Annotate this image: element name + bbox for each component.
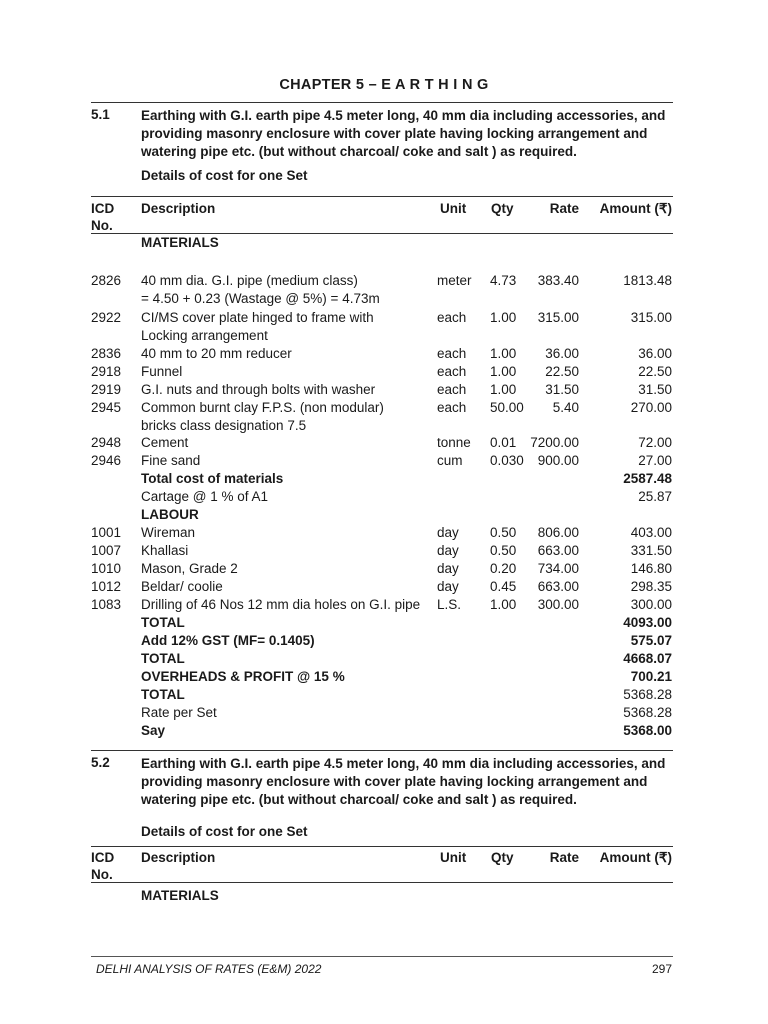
description-cell: Total cost of materials [141,471,284,486]
header-description: Description [141,850,216,865]
description-cell: TOTAL [141,687,185,702]
unit-cell: day [437,525,459,540]
section-line: providing masonry enclosure with cover plate having locking arrangement and [141,126,648,141]
amount-cell: 270.00 [630,400,672,415]
amount-cell: 575.07 [630,633,672,648]
table-row [0,650,768,668]
description-cell: Cement [141,435,189,450]
section-line: Earthing with G.I. earth pipe 4.5 meter long, 40 mm dia including accessories, and [141,756,666,771]
details-heading: Details of cost for one Set [141,824,308,839]
description-cell: Fine sand [141,453,201,468]
description-cell: TOTAL [141,651,185,666]
description-cell: Common burnt clay F.P.S. (non modular) [141,400,384,415]
unit-cell: each [437,400,467,415]
header-rate: Rate [549,850,579,865]
qty-cell: 0.20 [490,561,517,576]
unit-cell: each [437,310,467,325]
icd-cell: 1007 [91,543,122,558]
section-description [141,107,676,161]
section-line: providing masonry enclosure with cover plate having locking arrangement and [141,774,648,789]
table-row [0,399,768,417]
description-cell: Mason, Grade 2 [141,561,238,576]
qty-cell: 0.50 [490,543,517,558]
rate-cell: 383.40 [537,273,579,288]
description-cell: bricks class designation 7.5 [141,418,307,433]
divider [91,102,673,103]
header-icd: ICD [91,201,115,216]
qty-cell: 1.00 [490,364,517,379]
table-row [0,470,768,488]
divider [91,750,673,751]
section-number: 5.1 [91,107,110,122]
page-number: 297 [651,962,672,976]
table-row [0,452,768,470]
amount-cell: 4668.07 [623,651,672,666]
rate-cell: 734.00 [537,561,579,576]
table-row [0,722,768,740]
icd-cell: 2918 [91,364,122,379]
table-row [0,309,768,327]
qty-cell: 4.73 [490,273,517,288]
description-cell: Khallasi [141,543,189,558]
qty-cell: 1.00 [490,346,517,361]
rate-cell: 5.40 [552,400,579,415]
header-no: No. [91,218,113,233]
table-row [0,542,768,560]
amount-cell: 300.00 [630,597,672,612]
materials-label: MATERIALS [141,888,219,903]
table-row [0,381,768,399]
icd-cell: 2948 [91,435,122,450]
header-no: No. [91,867,113,882]
description-cell: G.I. nuts and through bolts with washer [141,382,376,397]
header-qty: Qty [491,850,514,865]
table-row [0,614,768,632]
description-cell: Funnel [141,364,183,379]
amount-cell: 331.50 [630,543,672,558]
table-row [0,560,768,578]
amount-cell: 72.00 [638,435,672,450]
description-cell: Locking arrangement [141,328,268,343]
table-row [0,488,768,506]
rate-cell: 7200.00 [530,435,579,450]
header-rate: Rate [549,201,579,216]
unit-cell: meter [437,273,472,288]
section-line: watering pipe etc. (but without charcoal/ coke and salt ) as required. [141,792,577,807]
table-row [0,417,768,435]
amount-cell: 5368.28 [623,705,672,720]
amount-cell: 315.00 [630,310,672,325]
description-cell: OVERHEADS & PROFIT @ 15 % [141,669,345,684]
icd-cell: 2922 [91,310,122,325]
section-line: watering pipe etc. (but without charcoal/ coke and salt ) as required. [141,144,577,159]
amount-cell: 27.00 [638,453,672,468]
amount-cell: 146.80 [630,561,672,576]
amount-cell: 700.21 [630,669,672,684]
rate-cell: 22.50 [545,364,579,379]
rate-cell: 663.00 [537,543,579,558]
section-line: Earthing with G.I. earth pipe 4.5 meter long, 40 mm dia including accessories, and [141,108,666,123]
amount-cell: 5368.00 [623,723,672,738]
table-row [0,506,768,524]
header-unit: Unit [440,201,467,216]
header-amount: Amount (₹) [599,201,672,216]
table-row [0,632,768,650]
description-cell: TOTAL [141,615,185,630]
table-row [0,596,768,614]
table-row [0,290,768,308]
amount-cell: 31.50 [638,382,672,397]
amount-cell: 4093.00 [623,615,672,630]
table-row [0,272,768,290]
table-row [0,704,768,722]
table-row [0,668,768,686]
materials-label: MATERIALS [141,235,219,250]
icd-cell: 1083 [91,597,122,612]
header-amount: Amount (₹) [599,850,672,865]
description-cell: CI/MS cover plate hinged to frame with [141,310,374,325]
rate-cell: 900.00 [537,453,579,468]
unit-cell: cum [437,453,463,468]
header-description: Description [141,201,216,216]
description-cell: Beldar/ coolie [141,579,223,594]
unit-cell: day [437,561,459,576]
unit-cell: each [437,346,467,361]
icd-cell: 2826 [91,273,122,288]
icd-cell: 2946 [91,453,122,468]
unit-cell: L.S. [437,597,462,612]
footer-title: DELHI ANALYSIS OF RATES (E&M) 2022 [96,962,322,976]
table-top-rule [91,846,673,847]
rate-cell: 36.00 [545,346,579,361]
amount-cell: 22.50 [638,364,672,379]
table-row [0,686,768,704]
amount-cell: 25.87 [638,489,672,504]
table-row [0,327,768,345]
description-cell: Add 12% GST (MF= 0.1405) [141,633,315,648]
table-row [0,524,768,542]
qty-cell: 0.01 [490,435,517,450]
rate-cell: 31.50 [545,382,579,397]
qty-cell: 0.030 [490,453,524,468]
header-qty: Qty [491,201,514,216]
description-cell: 40 mm dia. G.I. pipe (medium class) [141,273,358,288]
table-header-rule [91,882,673,883]
amount-cell: 5368.28 [623,687,672,702]
rate-cell: 315.00 [537,310,579,325]
icd-cell: 1001 [91,525,122,540]
amount-cell: 1813.48 [623,273,672,288]
description-cell: 40 mm to 20 mm reducer [141,346,292,361]
qty-cell: 0.45 [490,579,517,594]
qty-cell: 1.00 [490,382,517,397]
description-cell: Cartage @ 1 % of A1 [141,489,269,504]
icd-cell: 2919 [91,382,122,397]
section-number: 5.2 [91,755,110,770]
header-unit: Unit [440,850,467,865]
amount-cell: 36.00 [638,346,672,361]
rate-cell: 300.00 [537,597,579,612]
section-description [141,755,676,809]
header-icd: ICD [91,850,115,865]
rate-cell: 663.00 [537,579,579,594]
description-cell: Say [141,723,166,738]
qty-cell: 1.00 [490,310,517,325]
table-top-rule [91,196,673,197]
table-row [0,434,768,452]
chapter-title: CHAPTER 5 – E A R T H I N G [279,77,489,93]
icd-cell: 2836 [91,346,122,361]
icd-cell: 2945 [91,400,122,415]
qty-cell: 0.50 [490,525,517,540]
table-row [0,578,768,596]
amount-cell: 403.00 [630,525,672,540]
table-row [0,363,768,381]
amount-cell: 2587.48 [623,471,672,486]
table-row [0,345,768,363]
details-heading: Details of cost for one Set [141,168,308,183]
unit-cell: tonne [437,435,471,450]
qty-cell: 50.00 [490,400,524,415]
icd-cell: 1012 [91,579,122,594]
description-cell: Drilling of 46 Nos 12 mm dia holes on G.I. pipe [141,597,421,612]
description-cell: Wireman [141,525,196,540]
footer-rule [91,956,673,957]
description-cell: LABOUR [141,507,199,522]
icd-cell: 1010 [91,561,122,576]
unit-cell: each [437,382,467,397]
unit-cell: day [437,579,459,594]
qty-cell: 1.00 [490,597,517,612]
unit-cell: day [437,543,459,558]
description-cell: Rate per Set [141,705,217,720]
table-header-rule [91,233,673,234]
rate-cell: 806.00 [537,525,579,540]
unit-cell: each [437,364,467,379]
amount-cell: 298.35 [630,579,672,594]
description-cell: = 4.50 + 0.23 (Wastage @ 5%) = 4.73m [141,291,380,306]
